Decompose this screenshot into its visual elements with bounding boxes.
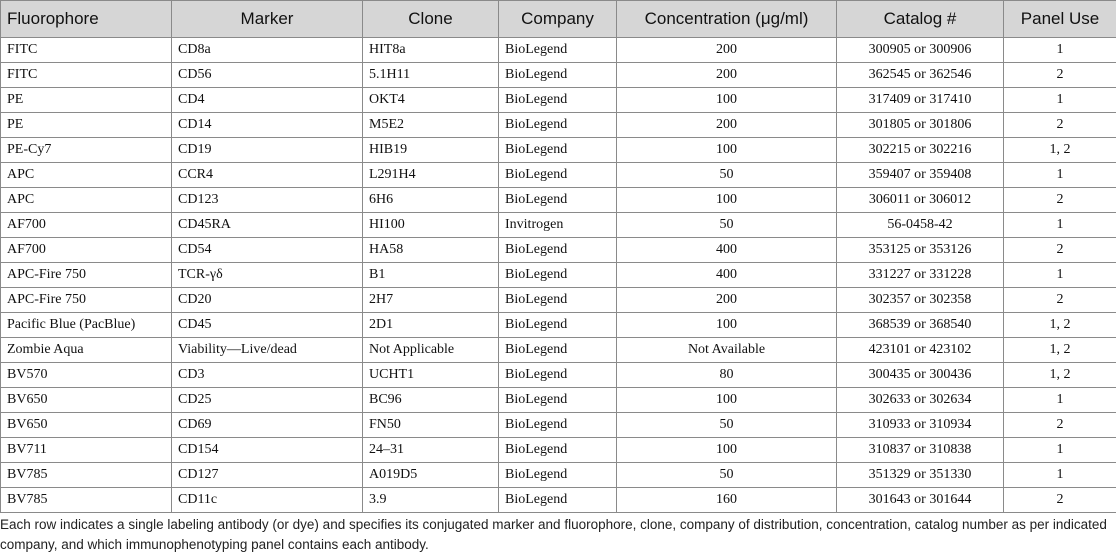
cell-concentration: 100: [617, 188, 837, 213]
cell-catalog: 302357 or 302358: [837, 288, 1004, 313]
cell-concentration: 400: [617, 238, 837, 263]
table-row: [1, 213, 1116, 238]
table-row: [1, 288, 1116, 313]
cell-marker: CD56: [172, 63, 363, 88]
cell-concentration: 50: [617, 463, 837, 488]
cell-fluorophore: PE: [1, 88, 172, 113]
cell-company: BioLegend: [499, 238, 617, 263]
cell-panel-use: 1: [1004, 263, 1116, 288]
table-row: [1, 338, 1116, 363]
header-concentration: Concentration (μg/ml): [617, 1, 837, 38]
cell-concentration: 200: [617, 113, 837, 138]
cell-company: BioLegend: [499, 363, 617, 388]
cell-fluorophore: Zombie Aqua: [1, 338, 172, 363]
cell-marker: CD19: [172, 138, 363, 163]
cell-clone: 2D1: [363, 313, 499, 338]
table-row: [1, 238, 1116, 263]
cell-marker: CD45RA: [172, 213, 363, 238]
cell-panel-use: 2: [1004, 488, 1116, 513]
cell-concentration: 50: [617, 163, 837, 188]
cell-clone: L291H4: [363, 163, 499, 188]
cell-fluorophore: PE-Cy7: [1, 138, 172, 163]
cell-company: BioLegend: [499, 463, 617, 488]
cell-concentration: 100: [617, 138, 837, 163]
cell-fluorophore: APC-Fire 750: [1, 288, 172, 313]
cell-clone: HIB19: [363, 138, 499, 163]
cell-concentration: 100: [617, 388, 837, 413]
cell-company: BioLegend: [499, 288, 617, 313]
cell-clone: 3.9: [363, 488, 499, 513]
cell-panel-use: 2: [1004, 238, 1116, 263]
cell-clone: BC96: [363, 388, 499, 413]
cell-clone: 6H6: [363, 188, 499, 213]
cell-company: BioLegend: [499, 113, 617, 138]
cell-company: BioLegend: [499, 488, 617, 513]
table-row: [1, 413, 1116, 438]
cell-concentration: 50: [617, 213, 837, 238]
cell-marker: CD154: [172, 438, 363, 463]
cell-marker: CD127: [172, 463, 363, 488]
cell-clone: A019D5: [363, 463, 499, 488]
cell-concentration: 200: [617, 288, 837, 313]
cell-catalog: 306011 or 306012: [837, 188, 1004, 213]
cell-catalog: 301805 or 301806: [837, 113, 1004, 138]
cell-panel-use: 1, 2: [1004, 313, 1116, 338]
table-row: [1, 88, 1116, 113]
cell-fluorophore: BV711: [1, 438, 172, 463]
cell-marker: CD11c: [172, 488, 363, 513]
cell-company: BioLegend: [499, 38, 617, 63]
table-row: [1, 163, 1116, 188]
header-marker: Marker: [172, 1, 363, 38]
cell-concentration: 200: [617, 38, 837, 63]
cell-catalog: 317409 or 317410: [837, 88, 1004, 113]
cell-fluorophore: APC: [1, 163, 172, 188]
cell-concentration: 50: [617, 413, 837, 438]
cell-marker: CD69: [172, 413, 363, 438]
table-row: [1, 363, 1116, 388]
cell-company: BioLegend: [499, 163, 617, 188]
cell-catalog: 56-0458-42: [837, 213, 1004, 238]
cell-catalog: 310837 or 310838: [837, 438, 1004, 463]
cell-marker: CD45: [172, 313, 363, 338]
table-row: [1, 313, 1116, 338]
cell-marker: CD14: [172, 113, 363, 138]
cell-catalog: 302633 or 302634: [837, 388, 1004, 413]
table-row: [1, 38, 1116, 63]
cell-clone: FN50: [363, 413, 499, 438]
cell-fluorophore: BV650: [1, 413, 172, 438]
cell-panel-use: 2: [1004, 288, 1116, 313]
cell-panel-use: 1: [1004, 213, 1116, 238]
cell-panel-use: 2: [1004, 188, 1116, 213]
header-company: Company: [499, 1, 617, 38]
cell-panel-use: 1: [1004, 388, 1116, 413]
cell-fluorophore: Pacific Blue (PacBlue): [1, 313, 172, 338]
cell-marker: Viability—Live/dead: [172, 338, 363, 363]
cell-company: BioLegend: [499, 338, 617, 363]
cell-catalog: 300435 or 300436: [837, 363, 1004, 388]
table-row: [1, 113, 1116, 138]
cell-company: BioLegend: [499, 138, 617, 163]
table-caption: Each row indicates a single labeling antibody (or dye) and specifies its conjugated marker and fluorophore, clone, company of distribution, concentration, catalog number as per indicated company, and which immunophenotyping panel contains each antibody.: [0, 517, 1107, 552]
cell-panel-use: 1, 2: [1004, 363, 1116, 388]
cell-concentration: 160: [617, 488, 837, 513]
cell-catalog: 351329 or 351330: [837, 463, 1004, 488]
cell-fluorophore: FITC: [1, 38, 172, 63]
cell-company: BioLegend: [499, 263, 617, 288]
cell-catalog: 302215 or 302216: [837, 138, 1004, 163]
cell-concentration: 100: [617, 313, 837, 338]
cell-catalog: 423101 or 423102: [837, 338, 1004, 363]
cell-clone: HIT8a: [363, 38, 499, 63]
cell-catalog: 310933 or 310934: [837, 413, 1004, 438]
cell-clone: M5E2: [363, 113, 499, 138]
table-row: [1, 263, 1116, 288]
cell-company: BioLegend: [499, 313, 617, 338]
cell-company: BioLegend: [499, 438, 617, 463]
cell-marker: CD8a: [172, 38, 363, 63]
cell-company: BioLegend: [499, 63, 617, 88]
cell-clone: 2H7: [363, 288, 499, 313]
cell-panel-use: 2: [1004, 113, 1116, 138]
cell-company: BioLegend: [499, 188, 617, 213]
cell-concentration: 200: [617, 63, 837, 88]
table-row: [1, 463, 1116, 488]
cell-catalog: 331227 or 331228: [837, 263, 1004, 288]
table-row: [1, 388, 1116, 413]
cell-catalog: 353125 or 353126: [837, 238, 1004, 263]
table-row: [1, 138, 1116, 163]
header-fluorophore: Fluorophore: [1, 1, 172, 38]
cell-concentration: 80: [617, 363, 837, 388]
cell-company: Invitrogen: [499, 213, 617, 238]
cell-company: BioLegend: [499, 88, 617, 113]
table-row: [1, 438, 1116, 463]
cell-clone: OKT4: [363, 88, 499, 113]
cell-fluorophore: BV570: [1, 363, 172, 388]
header-panel-use: Panel Use: [1004, 1, 1116, 38]
cell-panel-use: 1: [1004, 88, 1116, 113]
cell-panel-use: 1: [1004, 38, 1116, 63]
cell-fluorophore: APC-Fire 750: [1, 263, 172, 288]
cell-concentration: 100: [617, 438, 837, 463]
cell-marker: CD25: [172, 388, 363, 413]
cell-fluorophore: BV785: [1, 463, 172, 488]
table-row: [1, 488, 1116, 513]
cell-fluorophore: BV650: [1, 388, 172, 413]
cell-concentration: 400: [617, 263, 837, 288]
cell-fluorophore: PE: [1, 113, 172, 138]
cell-clone: 24–31: [363, 438, 499, 463]
cell-fluorophore: FITC: [1, 63, 172, 88]
cell-concentration: 100: [617, 88, 837, 113]
table-row: [1, 188, 1116, 213]
cell-catalog: 359407 or 359408: [837, 163, 1004, 188]
header-clone: Clone: [363, 1, 499, 38]
cell-panel-use: 1: [1004, 438, 1116, 463]
cell-catalog: 301643 or 301644: [837, 488, 1004, 513]
cell-panel-use: 1, 2: [1004, 138, 1116, 163]
cell-fluorophore: BV785: [1, 488, 172, 513]
cell-clone: 5.1H11: [363, 63, 499, 88]
cell-clone: B1: [363, 263, 499, 288]
table-row: [1, 63, 1116, 88]
cell-catalog: 368539 or 368540: [837, 313, 1004, 338]
cell-company: BioLegend: [499, 413, 617, 438]
cell-marker: CD3: [172, 363, 363, 388]
cell-clone: UCHT1: [363, 363, 499, 388]
cell-marker: CD20: [172, 288, 363, 313]
cell-clone: HI100: [363, 213, 499, 238]
cell-marker: CD123: [172, 188, 363, 213]
cell-catalog: 300905 or 300906: [837, 38, 1004, 63]
cell-marker: CD54: [172, 238, 363, 263]
cell-fluorophore: AF700: [1, 238, 172, 263]
cell-catalog: 362545 or 362546: [837, 63, 1004, 88]
cell-marker: CD4: [172, 88, 363, 113]
cell-panel-use: 1, 2: [1004, 338, 1116, 363]
header-catalog: Catalog #: [837, 1, 1004, 38]
cell-panel-use: 2: [1004, 413, 1116, 438]
cell-clone: Not Applicable: [363, 338, 499, 363]
cell-fluorophore: AF700: [1, 213, 172, 238]
cell-panel-use: 1: [1004, 463, 1116, 488]
cell-concentration: Not Available: [617, 338, 837, 363]
cell-fluorophore: APC: [1, 188, 172, 213]
cell-marker: TCR-γδ: [172, 263, 363, 288]
cell-marker: CCR4: [172, 163, 363, 188]
cell-company: BioLegend: [499, 388, 617, 413]
table-header-row: [1, 1, 1116, 38]
table-body: [1, 38, 1116, 513]
cell-clone: HA58: [363, 238, 499, 263]
cell-panel-use: 2: [1004, 63, 1116, 88]
cell-panel-use: 1: [1004, 163, 1116, 188]
